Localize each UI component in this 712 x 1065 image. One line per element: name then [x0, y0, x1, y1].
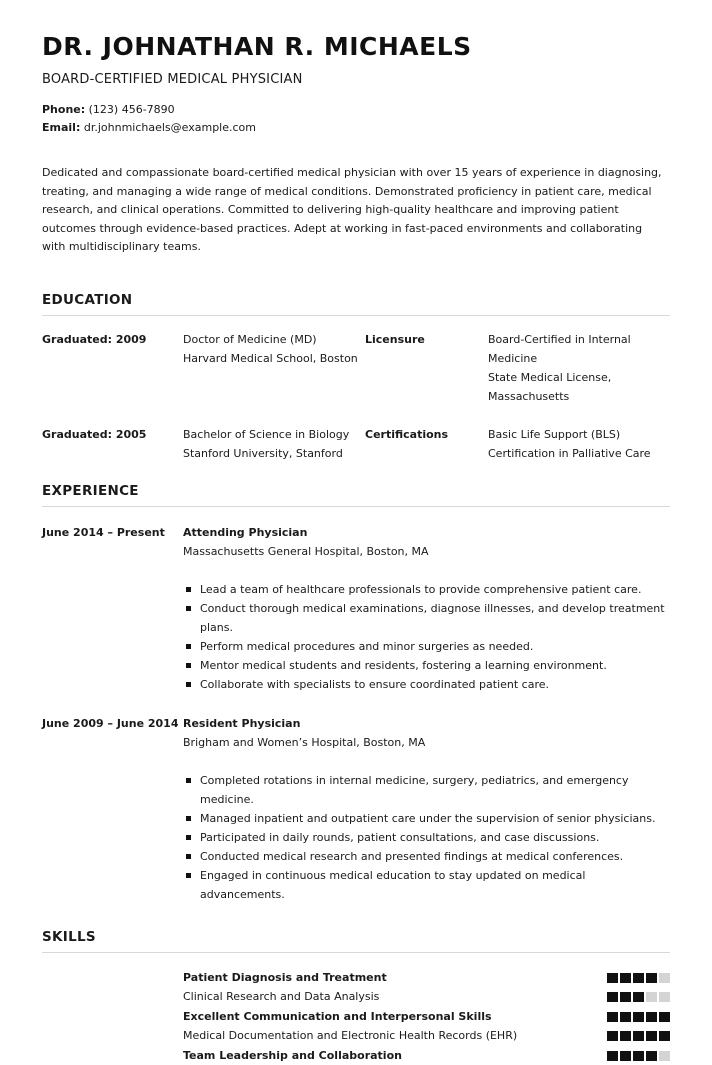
job-bullets	[183, 771, 670, 904]
job-organization: Brigham and Women’s Hospital, Boston, MA	[183, 733, 670, 752]
credential-line: State Medical License, Massachusetts	[488, 368, 670, 406]
graduation-year: Graduated: 2009	[42, 330, 183, 406]
skill-level-filled	[620, 1051, 631, 1061]
skill-level-filled	[607, 1031, 618, 1041]
bullet-item: Mentor medical students and residents, fostering a learning environment.	[183, 656, 670, 675]
credential-line: Certification in Palliative Care	[488, 444, 670, 463]
job-role: Attending Physician	[183, 523, 670, 542]
bullet-item: Managed inpatient and outpatient care under the supervision of senior physicians.	[183, 809, 670, 828]
experience-list	[42, 523, 670, 904]
skill-level-empty	[659, 1051, 670, 1061]
skill-row	[42, 1046, 670, 1065]
bullet-item: Participated in daily rounds, patient consultations, and case discussions.	[183, 828, 670, 847]
job-body	[183, 523, 670, 694]
skills-list	[42, 968, 670, 1065]
job-entry	[42, 523, 670, 694]
email-label: Email:	[42, 121, 80, 134]
skill-level-meter	[607, 1051, 670, 1061]
profile-summary: Dedicated and compassionate board-certified medical physician with over 15 years of experience in diagnosing, treating, and managing a wide range of medical conditions. Demonstrated proficiency in patient care, medical research, and clinical operations. Committed to delivering high-quality healthcare and improving patient outcomes through evidence-based practices. Adept at working in fast-paced environments and collaborating with multidisciplinary teams.	[42, 164, 668, 257]
skill-level-empty	[659, 973, 670, 983]
skill-level-filled	[659, 1031, 670, 1041]
skill-level-filled	[633, 1051, 644, 1061]
skill-level-empty	[659, 992, 670, 1002]
skill-level-filled	[620, 992, 631, 1002]
school-name: Stanford University, Stanford	[183, 444, 365, 463]
experience-section	[42, 482, 670, 904]
credential-label: Licensure	[365, 330, 488, 406]
degree-info	[183, 425, 365, 463]
candidate-title: BOARD-CERTIFIED MEDICAL PHYSICIAN	[42, 71, 670, 89]
skill-level-filled	[620, 973, 631, 983]
skill-level-filled	[607, 973, 618, 983]
job-dates: June 2014 – Present	[42, 523, 183, 694]
education-heading: EDUCATION	[42, 291, 670, 316]
phone-line	[42, 101, 670, 119]
bullet-item: Collaborate with specialists to ensure coordinated patient care.	[183, 675, 670, 694]
job-entry	[42, 714, 670, 904]
bullet-item: Lead a team of healthcare professionals to provide comprehensive patient care.	[183, 580, 670, 599]
credential-label: Certifications	[365, 425, 488, 463]
skill-level-filled	[659, 1012, 670, 1022]
skill-level-filled	[620, 1031, 631, 1041]
skill-level-filled	[633, 992, 644, 1002]
degree-name: Doctor of Medicine (MD)	[183, 330, 365, 349]
skill-level-filled	[646, 1051, 657, 1061]
email-line	[42, 119, 670, 137]
bullet-item: Conducted medical research and presented findings at medical conferences.	[183, 847, 670, 866]
skill-level-filled	[607, 992, 618, 1002]
email-value[interactable]: dr.johnmichaels@example.com	[84, 121, 256, 134]
degree-info	[183, 330, 365, 406]
skill-level-meter	[607, 1031, 670, 1041]
skill-label: Medical Documentation and Electronic Health Records (EHR)	[183, 1026, 603, 1046]
skill-level-filled	[620, 1012, 631, 1022]
skills-section	[42, 928, 670, 1065]
bullet-item: Conduct thorough medical examinations, diagnose illnesses, and develop treatment plans.	[183, 599, 670, 637]
phone-value: (123) 456-7890	[89, 103, 175, 116]
skill-label: Clinical Research and Data Analysis	[183, 987, 603, 1007]
credential-line: Basic Life Support (BLS)	[488, 425, 670, 444]
skills-heading: SKILLS	[42, 928, 670, 953]
skill-row	[42, 1026, 670, 1046]
job-dates: June 2009 – June 2014	[42, 714, 183, 904]
skill-level-filled	[646, 1012, 657, 1022]
experience-heading: EXPERIENCE	[42, 482, 670, 507]
skill-label: Team Leadership and Collaboration	[183, 1046, 603, 1065]
job-organization: Massachusetts General Hospital, Boston, MA	[183, 542, 670, 561]
skill-level-filled	[607, 1051, 618, 1061]
job-bullets	[183, 580, 670, 694]
education-section	[42, 291, 670, 463]
skill-label: Patient Diagnosis and Treatment	[183, 968, 603, 988]
skill-level-filled	[646, 1031, 657, 1041]
graduation-year: Graduated: 2005	[42, 425, 183, 463]
skill-row	[42, 987, 670, 1007]
skill-level-filled	[633, 973, 644, 983]
skill-row	[42, 968, 670, 988]
education-list	[42, 330, 670, 463]
skill-label: Excellent Communication and Interpersonal Skills	[183, 1007, 603, 1027]
skill-level-meter	[607, 973, 670, 983]
credential-info	[488, 425, 670, 463]
skill-level-filled	[646, 973, 657, 983]
skill-level-filled	[633, 1012, 644, 1022]
credential-line: Board-Certified in Internal Medicine	[488, 330, 670, 368]
contact-block	[42, 101, 670, 137]
bullet-item: Perform medical procedures and minor surgeries as needed.	[183, 637, 670, 656]
skill-level-empty	[646, 992, 657, 1002]
resume-page	[42, 30, 670, 1065]
candidate-name: DR. JOHNATHAN R. MICHAELS	[42, 30, 670, 64]
job-body	[183, 714, 670, 904]
degree-name: Bachelor of Science in Biology	[183, 425, 365, 444]
phone-label: Phone:	[42, 103, 85, 116]
education-row	[42, 330, 670, 406]
skill-level-meter	[607, 1012, 670, 1022]
school-name: Harvard Medical School, Boston	[183, 349, 365, 368]
credential-info	[488, 330, 670, 406]
education-row	[42, 425, 670, 463]
job-role: Resident Physician	[183, 714, 670, 733]
skill-row	[42, 1007, 670, 1027]
skill-level-filled	[633, 1031, 644, 1041]
bullet-item: Completed rotations in internal medicine, surgery, pediatrics, and emergency medicine.	[183, 771, 670, 809]
skill-level-filled	[607, 1012, 618, 1022]
skill-level-meter	[607, 992, 670, 1002]
bullet-item: Engaged in continuous medical education to stay updated on medical advancements.	[183, 866, 670, 904]
